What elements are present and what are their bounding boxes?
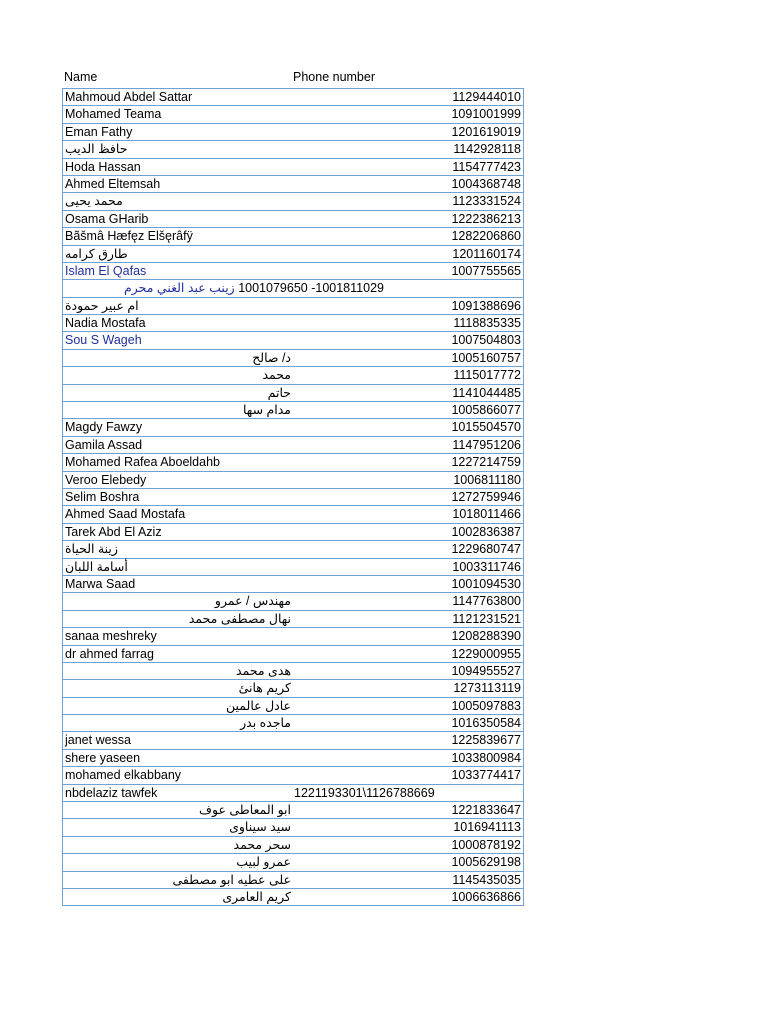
contact-name: Eman Fathy [65, 124, 133, 139]
contact-phone: 1229000955 [451, 646, 521, 661]
contact-name: Mahmoud Abdel Sattar [65, 90, 193, 104]
contact-phone: 1222386213 [451, 211, 521, 226]
table-row [62, 315, 524, 332]
contact-phone: 1016350584 [451, 716, 521, 731]
table-row [62, 611, 524, 628]
contact-phone: 1091001999 [451, 107, 521, 122]
table-row [62, 750, 524, 767]
contact-phone: 1229680747 [451, 542, 521, 557]
contact-name: Tarek Abd El Aziz [65, 524, 162, 539]
contact-name: mohamed elkabbany [65, 768, 182, 783]
contact-phone: 1221193301\1126788669 [294, 785, 435, 800]
table-row [62, 819, 524, 836]
contact-name: Veroo Elebedy [65, 472, 147, 487]
table-row [62, 872, 524, 889]
contact-phone: 1018011466 [452, 507, 521, 522]
table-row [62, 680, 524, 697]
contact-phone: 1154777423 [452, 159, 521, 174]
contact-name: Nadia Mostafa [65, 316, 146, 331]
contact-phone: 1208288390 [451, 629, 521, 644]
table-header [64, 70, 524, 88]
table-row [62, 159, 524, 176]
contact-name: ماجده بدر [240, 716, 291, 731]
contact-name: sanaa meshreky [65, 629, 157, 644]
contact-name: مدام سها [243, 403, 291, 418]
contact-phone: 1273113119 [453, 681, 521, 696]
contact-phone: 1033800984 [451, 750, 521, 765]
contact-phone: 1145435035 [452, 872, 521, 887]
table-row [62, 472, 524, 489]
contact-phone: 1225839677 [451, 733, 521, 748]
contact-name: Mohamed Rafea Aboeldahb [65, 455, 220, 470]
contact-name: كريم هانئ [238, 681, 291, 696]
contact-name: زينب عبد الغني محرم [124, 281, 235, 296]
contact-name: كريم العامرى [222, 889, 291, 904]
contact-name: زينة الحياة [65, 542, 118, 557]
table-row [62, 854, 524, 871]
contact-name: shere yaseen [65, 750, 141, 765]
table-row [62, 419, 524, 436]
contact-name: سيد سيناوى [229, 820, 291, 835]
table-row [62, 785, 524, 802]
table-row [62, 524, 524, 541]
table-row [62, 576, 524, 593]
contact-name: dr ahmed farrag [65, 646, 154, 661]
table-row [62, 802, 524, 819]
table-row [62, 541, 524, 558]
contact-phone: 1091388696 [451, 298, 521, 313]
table-row [62, 402, 524, 419]
table-row [62, 489, 524, 506]
contact-name: محمد يحيى [65, 194, 123, 209]
contact-phone: 1142928118 [453, 142, 521, 157]
contact-name: حاتم [267, 385, 291, 400]
table-row [62, 298, 524, 315]
contact-phone: 1094955527 [451, 663, 521, 678]
contact-phone: 1147951206 [452, 437, 521, 452]
table-row [62, 350, 524, 367]
contact-phone: 1005866077 [451, 403, 521, 418]
column-header-phone: Phone number [293, 70, 376, 84]
table-row [62, 628, 524, 645]
contact-phone: 1115017772 [453, 368, 521, 383]
contact-phone: 1016941113 [453, 820, 521, 835]
contact-name: Islam El Qafas [65, 263, 147, 278]
table-row [62, 767, 524, 784]
table-row [62, 385, 524, 402]
contact-phone: 1221833647 [451, 803, 521, 818]
table-row [62, 332, 524, 349]
table-row [62, 367, 524, 384]
table-row [62, 698, 524, 715]
contact-name: محمد [262, 368, 291, 383]
table-row [62, 246, 524, 263]
table-row [62, 837, 524, 854]
table-row [62, 228, 524, 245]
table-row [62, 89, 524, 106]
contact-phone: 1003311746 [452, 559, 521, 574]
contact-name: Bãšmâ Hæfęz Elšęrâfÿ [65, 229, 193, 244]
table-row [62, 889, 524, 906]
contact-name: Osama GHarib [65, 211, 149, 226]
contact-name: Hoda Hassan [65, 159, 141, 174]
column-header-name: Name [64, 70, 98, 84]
contact-name: ام عبير حمودة [65, 298, 139, 313]
table-row [62, 141, 524, 158]
contact-name: حافظ الديب [65, 142, 128, 157]
contact-name: أسامة اللبان [65, 559, 128, 574]
contact-phone: 1201619019 [451, 124, 521, 139]
table-row [62, 593, 524, 610]
contact-name: مهندس / عمرو [214, 594, 291, 609]
contact-name: طارق كرامه [65, 246, 128, 261]
contact-phone: 1007755565 [451, 263, 521, 278]
contact-phone: 1001094530 [451, 576, 521, 591]
contact-name: عادل عالمين [226, 698, 291, 713]
contact-name: ابو المعاطى عوف [199, 803, 291, 818]
contact-phone: 1006811180 [453, 472, 521, 487]
contact-phone: 1000878192 [451, 837, 521, 852]
contact-name: نهال مصطفى محمد [188, 611, 291, 626]
contact-name: هدى محمد [236, 663, 291, 678]
contact-phone: 1282206860 [451, 229, 521, 244]
contact-phone: 1007504803 [451, 333, 521, 348]
contact-phone: 1201160174 [452, 246, 521, 261]
table-row [62, 263, 524, 280]
table-row [62, 106, 524, 123]
contact-name: Ahmed Eltemsah [65, 176, 161, 191]
table-row [62, 715, 524, 732]
contact-phone: 1033774417 [451, 768, 521, 783]
contact-name: nbdelaziz tawfek [65, 785, 158, 800]
contact-name: Mohamed Teama [65, 107, 162, 122]
table-row [62, 437, 524, 454]
table-row [62, 124, 524, 141]
contacts-table [62, 88, 524, 906]
contact-name: janet wessa [65, 733, 132, 748]
contact-phone: 1272759946 [451, 489, 521, 504]
contact-phone: 1002836387 [451, 524, 521, 539]
merged-cell [63, 280, 445, 297]
contact-name: Gamila Assad [65, 437, 143, 452]
contact-name: Marwa Saad [65, 576, 136, 591]
contact-phone: 1147763800 [452, 594, 521, 609]
table-row [62, 506, 524, 523]
table-row [62, 732, 524, 749]
contact-phone: 1118835335 [453, 316, 521, 331]
table-row [62, 176, 524, 193]
contact-phone: 1141044485 [452, 385, 521, 400]
contact-name: Sou S Wageh [65, 333, 142, 348]
contact-phone: 1015504570 [451, 420, 521, 435]
table-row [62, 454, 524, 471]
table-row [62, 646, 524, 663]
contact-name: Selim Boshra [65, 489, 140, 504]
contact-phone: 1004368748 [451, 176, 521, 191]
table-row [62, 211, 524, 228]
contact-name: Ahmed Saad Mostafa [65, 507, 186, 522]
table-row [62, 559, 524, 576]
contact-name: على عطيه ابو مصطفى [172, 872, 291, 887]
contact-phone: 1129444010 [452, 90, 521, 104]
contact-phone: 1227214759 [451, 455, 521, 470]
contact-phone: 1006636866 [451, 889, 521, 904]
contact-phone: 1005160757 [451, 350, 521, 365]
table-row [62, 280, 524, 297]
contact-phone: 1123331524 [452, 194, 521, 209]
contact-name: سحر محمد [233, 837, 291, 852]
table-row [62, 193, 524, 210]
contact-phone: 1121231521 [452, 611, 521, 626]
contact-name: Magdy Fawzy [65, 420, 143, 435]
contact-phone: 1001811029- 1001079650 [238, 281, 384, 296]
contact-phone: 1005629198 [451, 855, 521, 870]
contact-name: د/ صالح [252, 350, 291, 365]
contact-phone: 1005097883 [451, 698, 521, 713]
contact-name: عمرو لبيب [236, 855, 291, 870]
table-row [62, 663, 524, 680]
